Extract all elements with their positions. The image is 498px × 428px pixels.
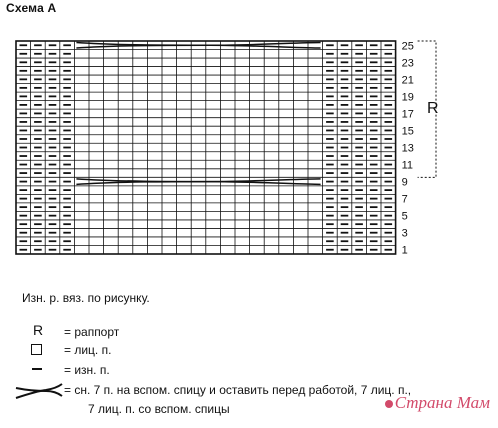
watermark-dot-icon bbox=[385, 400, 393, 408]
chart-title: Схема А bbox=[6, 1, 57, 15]
site-watermark bbox=[385, 393, 490, 413]
repeat-label: R bbox=[427, 100, 439, 117]
row-number: 9 bbox=[401, 176, 408, 189]
row-number: 3 bbox=[401, 227, 408, 240]
legend-cable-text-line1: = сн. 7 п. на вспом. спицу и оставить перед работой, 7 лиц. п., bbox=[64, 383, 412, 397]
purl-stitch-icon bbox=[32, 368, 42, 370]
legend-knit-text: = лиц. п. bbox=[64, 343, 112, 357]
row-number: 25 bbox=[401, 40, 414, 53]
row-number: 19 bbox=[401, 91, 414, 104]
legend-purl-text: = изн. п. bbox=[64, 363, 110, 377]
chart-instruction: Изн. р. вяз. по рисунку. bbox=[22, 291, 150, 305]
row-number: 17 bbox=[401, 108, 414, 121]
row-number: 21 bbox=[401, 74, 414, 87]
row-number: 15 bbox=[401, 125, 414, 138]
legend-cable-text-line2: 7 лиц. п. со вспом. спицы bbox=[88, 402, 230, 416]
row-number: 5 bbox=[401, 210, 408, 223]
repeat-bracket bbox=[418, 41, 439, 177]
chart-grid bbox=[16, 41, 396, 254]
knit-stitch-icon bbox=[31, 344, 42, 355]
row-number: 7 bbox=[401, 193, 408, 206]
repeat-symbol: R bbox=[33, 322, 44, 338]
row-number: 11 bbox=[401, 159, 414, 172]
legend-repeat-text: = раппорт bbox=[64, 325, 120, 339]
cable-crossing-marks bbox=[76, 43, 320, 185]
row-number: 13 bbox=[401, 142, 414, 155]
watermark-text: Страна Мам bbox=[394, 393, 490, 412]
row-number-labels bbox=[402, 40, 414, 256]
cable-crossing-icon bbox=[14, 382, 64, 402]
row-number: 1 bbox=[401, 244, 408, 257]
row-number: 23 bbox=[401, 57, 414, 70]
